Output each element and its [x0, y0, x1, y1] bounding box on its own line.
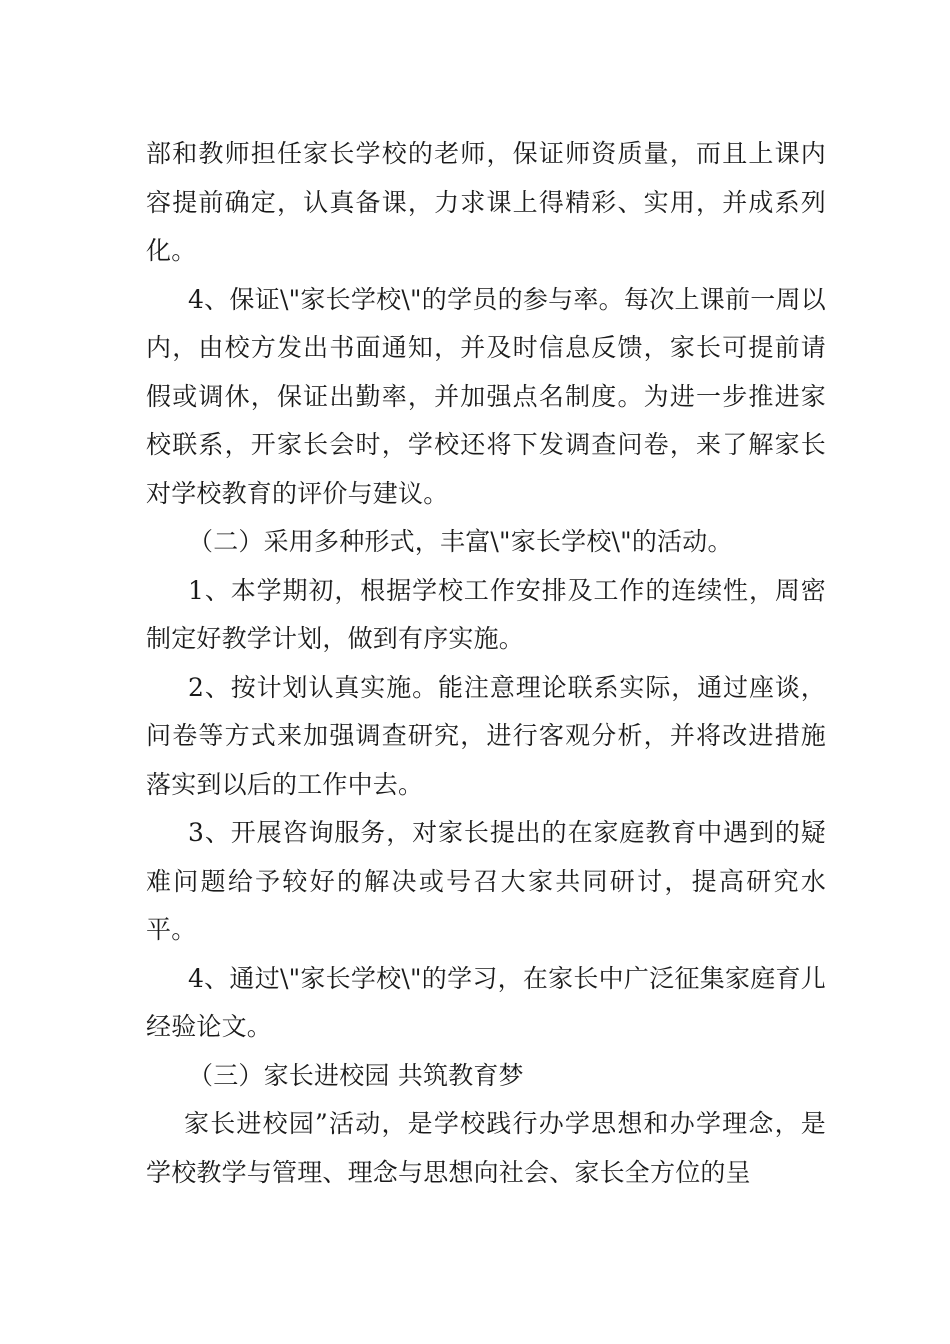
paragraph-item-4-participation: 4、保证\"家长学校\"的学员的参与率。每次上课前一周以内，由校方发出书面通知，并及时信息反馈，家长可提前请假或调休，保证出勤率，并加强点名制度。为进一步推进家校联系，开家长会时，学校还将下发调查问卷，来了解家长对学校教育的评价与建议。: [146, 284, 826, 508]
paragraph-item-4-papers: 4、通过\"家长学校\"的学习，在家长中广泛征集家庭育儿经验论文。: [146, 963, 826, 1041]
paragraph-item-1-plan: 1、本学期初，根据学校工作安排及工作的连续性，周密制定好教学计划，做到有序实施。: [146, 575, 826, 653]
paragraph-item-2-implement: 2、按计划认真实施。能注意理论联系实际，通过座谈，问卷等方式来加强调查研究，进行客观分析，并将改进措施落实到以后的工作中去。: [146, 672, 826, 799]
paragraph-item-3-consulting: 3、开展咨询服务，对家长提出的在家庭教育中遇到的疑难问题给予较好的解决或号召大家共同研讨，提高研究水平。: [146, 818, 826, 944]
section-heading-2: （二）采用多种形式，丰富\"家长学校\"的活动。: [188, 527, 733, 556]
section-heading-3: （三）家长进校园 共筑教育梦: [188, 1060, 524, 1090]
paragraph-parents-campus: 家长进校园”活动，是学校践行办学思想和办学理念，是学校教学与管理、理念与思想向社会、家长全方位的呈: [146, 1109, 826, 1187]
document-body: [146, 130, 826, 1197]
paragraph-continuation: 部和教师担任家长学校的老师，保证师资质量，而且上课内容提前确定，认真备课，力求课上得精彩、实用，并成系列化。: [146, 139, 826, 265]
